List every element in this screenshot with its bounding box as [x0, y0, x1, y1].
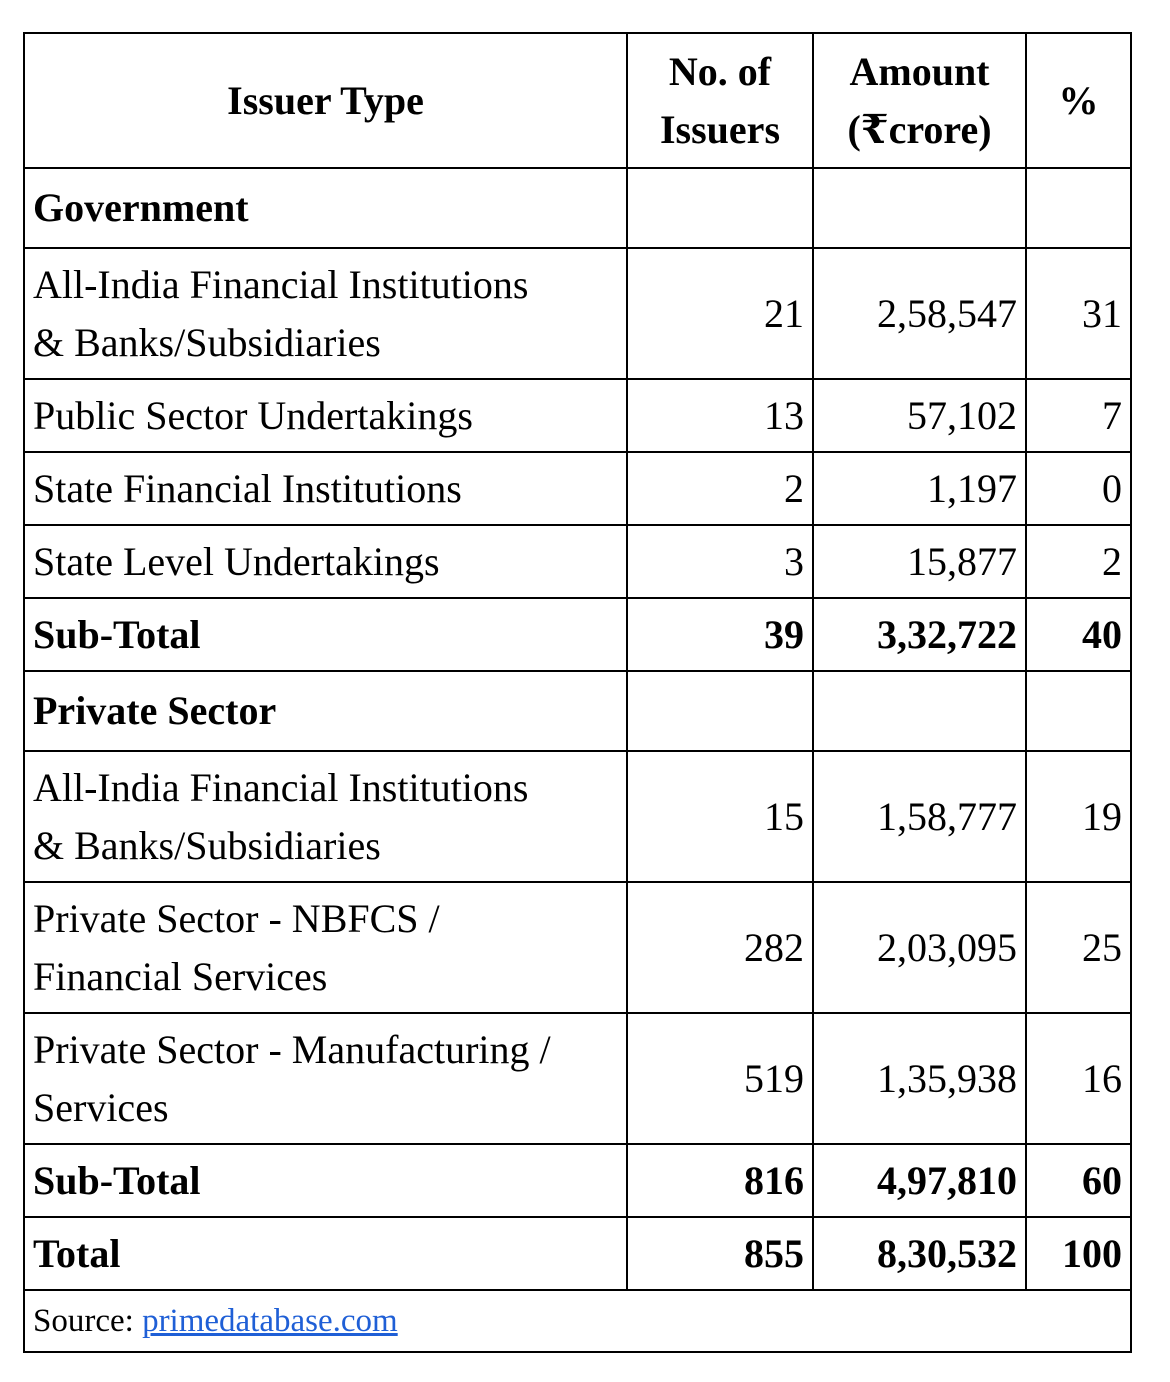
header-amount-line1: Amount [849, 48, 990, 94]
empty-cell [813, 168, 1026, 248]
section-label-private: Private Sector [24, 671, 627, 751]
total-percent: 100 [1026, 1217, 1131, 1290]
percent-cell: 7 [1026, 379, 1131, 452]
issuer-type-line1: Private Sector - Manufacturing / [33, 1026, 551, 1072]
percent-cell: 19 [1026, 751, 1131, 882]
section-label-government: Government [24, 168, 627, 248]
issuer-type-line1: Private Sector - NBFCS / [33, 895, 440, 941]
issuer-summary-table [23, 32, 1132, 1353]
subtotal-percent: 40 [1026, 598, 1131, 671]
amount-cell: 57,102 [813, 379, 1026, 452]
amount-cell: 1,35,938 [813, 1013, 1026, 1144]
issuer-type-cell: State Level Undertakings [24, 525, 627, 598]
amount-cell: 1,197 [813, 452, 1026, 525]
issuers-cell: 2 [627, 452, 813, 525]
issuers-cell: 13 [627, 379, 813, 452]
table-row [24, 751, 1131, 882]
issuer-type-line2: Financial Services [33, 953, 328, 999]
amount-cell: 2,03,095 [813, 882, 1026, 1013]
percent-cell: 0 [1026, 452, 1131, 525]
total-label: Total [24, 1217, 627, 1290]
subtotal-row-private [24, 1144, 1131, 1217]
amount-cell: 1,58,777 [813, 751, 1026, 882]
issuer-type-cell: State Financial Institutions [24, 452, 627, 525]
header-percent: % [1026, 33, 1131, 168]
table-row [24, 452, 1131, 525]
source-row [24, 1290, 1131, 1352]
issuer-type-cell: Public Sector Undertakings [24, 379, 627, 452]
amount-cell: 2,58,547 [813, 248, 1026, 379]
section-row-government [24, 168, 1131, 248]
subtotal-row-government [24, 598, 1131, 671]
issuer-type-cell [24, 751, 627, 882]
header-row [24, 33, 1131, 168]
source-prefix: Source: [33, 1303, 143, 1339]
subtotal-percent: 60 [1026, 1144, 1131, 1217]
amount-cell: 15,877 [813, 525, 1026, 598]
issuers-cell: 3 [627, 525, 813, 598]
issuer-type-line2: & Banks/Subsidiaries [33, 319, 381, 365]
total-amount: 8,30,532 [813, 1217, 1026, 1290]
source-note [24, 1290, 1131, 1352]
table-row [24, 248, 1131, 379]
subtotal-label: Sub-Total [24, 598, 627, 671]
table-row [24, 1013, 1131, 1144]
empty-cell [1026, 671, 1131, 751]
subtotal-amount: 3,32,722 [813, 598, 1026, 671]
header-amount [813, 33, 1026, 168]
header-no-of-issuers-line1: No. of [668, 48, 772, 94]
issuer-type-cell [24, 248, 627, 379]
total-row [24, 1217, 1131, 1290]
subtotal-amount: 4,97,810 [813, 1144, 1026, 1217]
empty-cell [627, 168, 813, 248]
total-issuers: 855 [627, 1217, 813, 1290]
subtotal-issuers: 816 [627, 1144, 813, 1217]
issuer-type-line1: All-India Financial Institutions [33, 261, 529, 307]
issuer-type-cell [24, 882, 627, 1013]
issuers-cell: 519 [627, 1013, 813, 1144]
issuer-type-line1: All-India Financial Institutions [33, 764, 529, 810]
issuer-type-line2: Services [33, 1084, 169, 1130]
percent-cell: 31 [1026, 248, 1131, 379]
empty-cell [813, 671, 1026, 751]
section-row-private [24, 671, 1131, 751]
table-row [24, 379, 1131, 452]
issuers-cell: 282 [627, 882, 813, 1013]
empty-cell [1026, 168, 1131, 248]
source-link[interactable]: primedatabase.com [142, 1303, 398, 1339]
header-no-of-issuers-line2: Issuers [659, 106, 781, 152]
header-issuer-type: Issuer Type [24, 33, 627, 168]
subtotal-label: Sub-Total [24, 1144, 627, 1217]
issuer-type-cell [24, 1013, 627, 1144]
issuer-type-line2: & Banks/Subsidiaries [33, 822, 381, 868]
issuers-cell: 21 [627, 248, 813, 379]
table-row [24, 882, 1131, 1013]
issuers-cell: 15 [627, 751, 813, 882]
table-row [24, 525, 1131, 598]
header-amount-line2: (₹crore) [847, 106, 992, 152]
header-no-of-issuers [627, 33, 813, 168]
percent-cell: 16 [1026, 1013, 1131, 1144]
empty-cell [627, 671, 813, 751]
percent-cell: 2 [1026, 525, 1131, 598]
percent-cell: 25 [1026, 882, 1131, 1013]
subtotal-issuers: 39 [627, 598, 813, 671]
